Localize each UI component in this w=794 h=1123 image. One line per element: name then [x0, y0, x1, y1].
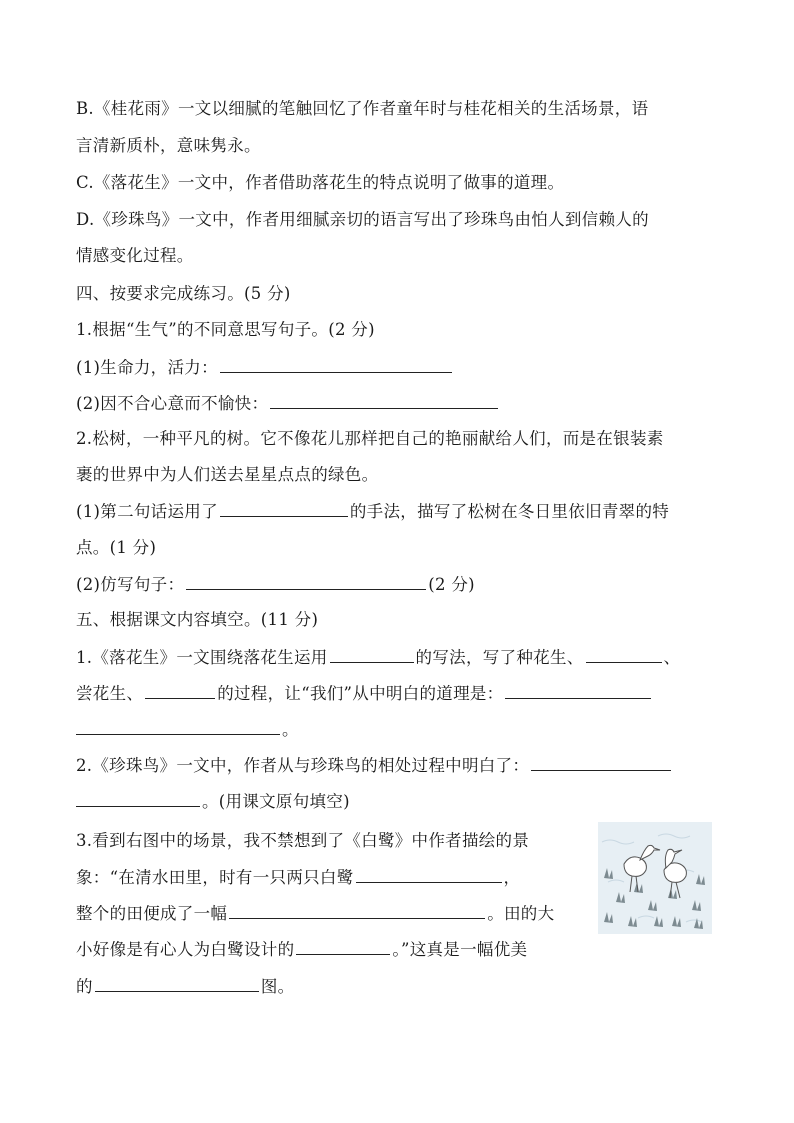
s5-q3-text-c: ，: [503, 868, 521, 887]
s4-q2-line1: 2.松树，一种平凡的树。它不像花儿那样把自己的艳丽献给人们，而是在银装素: [76, 429, 664, 448]
option-d-line2: 情感变化过程。: [76, 246, 194, 265]
section5-heading: 五、根据课文内容填空。(11 分): [76, 610, 319, 629]
egret-illustration: [598, 822, 712, 934]
answer-blank[interactable]: [505, 682, 651, 699]
s4-q2-line2: 裹的世界中为人们送去星星点点的绿色。: [76, 465, 379, 484]
s4-q2-a-post: 的手法，描写了松树在冬日里依旧青翠的特: [349, 502, 670, 521]
s5-q1-text-f: 。: [282, 720, 299, 739]
s4-q2-a-line2: 点。(1 分): [76, 538, 157, 557]
s4-q1-a: [76, 356, 454, 379]
s5-q3-text-d: 整个的田便成了一幅: [76, 904, 228, 923]
s4-q2-a: [76, 500, 669, 523]
s5-q1-line1: [76, 646, 680, 669]
s4-q1-b-label: (2)因不合心意而不愉快：: [76, 394, 269, 413]
answer-blank[interactable]: [586, 646, 662, 663]
s5-q3-text-h: 的: [76, 977, 93, 996]
answer-blank[interactable]: [220, 356, 452, 373]
s4-q1-b: [76, 392, 500, 415]
s5-q1-text-c: 、: [663, 648, 681, 667]
s4-q2-b-post: (2 分): [428, 575, 475, 594]
answer-blank[interactable]: [145, 682, 215, 699]
answer-blank[interactable]: [95, 975, 259, 992]
answer-blank[interactable]: [186, 573, 426, 590]
answer-blank[interactable]: [76, 718, 280, 735]
s5-q3-line2: [76, 866, 520, 889]
s5-q3-line1: 3.看到右图中的场景，我不禁想到了《白鹭》中作者描绘的景: [76, 831, 530, 850]
s5-q3-text-b: 象：“在清水田里，时有一只两只白鹭: [76, 868, 354, 887]
option-d-line1: D.《珍珠鸟》一文中，作者用细腻亲切的语言写出了珍珠鸟由怕人到信赖人的: [76, 210, 649, 229]
s4-q2-b: [76, 573, 475, 596]
s5-q1-line3: [76, 718, 299, 741]
answer-blank[interactable]: [270, 392, 498, 409]
s4-q2-b-pre: (2)仿写句子：: [76, 575, 185, 594]
option-b-line1: B.《桂花雨》一文以细腻的笔触回忆了作者童年时与桂花相关的生活场景，语: [76, 99, 649, 118]
answer-blank[interactable]: [531, 754, 671, 771]
s5-q3-line5: [76, 975, 294, 998]
s5-q1-text-e: 的过程，让“我们”从中明白的道理是：: [217, 684, 504, 703]
answer-blank[interactable]: [356, 866, 502, 883]
s5-q1-line2: [76, 682, 653, 705]
s5-q3-text-i: 图。: [260, 977, 295, 996]
answer-blank[interactable]: [296, 938, 390, 955]
s5-q1-text-d: 尝花生、: [76, 684, 144, 703]
section4-heading: 四、按要求完成练习。(5 分): [76, 284, 291, 303]
s5-q2-line1: [76, 754, 673, 777]
egret-paddy-image: [598, 822, 712, 934]
s4-q1-a-label: (1)生命力，活力：: [76, 358, 218, 377]
s5-q3-text-f: 小好像是有心人为白鹭设计的: [76, 940, 295, 959]
s5-q2-text-a: 2.《珍珠鸟》一文中，作者从与珍珠鸟的相处过程中明白了：: [76, 756, 530, 775]
answer-blank[interactable]: [220, 500, 348, 517]
s5-q1-text-a: 1.《落花生》一文围绕落花生运用: [76, 648, 328, 667]
option-b-line2: 言清新质朴，意味隽永。: [76, 136, 261, 155]
s5-q3-text-g: 。”这真是一幅优美: [392, 940, 528, 959]
s5-q3-line3: [76, 902, 554, 925]
s5-q2-line2: [76, 790, 350, 813]
s5-q2-text-b: 。(用课文原句填空): [202, 792, 350, 811]
answer-blank[interactable]: [76, 790, 200, 807]
s4-q2-a-pre: (1)第二句话运用了: [76, 502, 218, 521]
s5-q3-line4: [76, 938, 527, 961]
answer-blank[interactable]: [229, 902, 485, 919]
option-c: C.《落花生》一文中，作者借助落花生的特点说明了做事的道理。: [76, 173, 565, 192]
s5-q3-text-e: 。田的大: [487, 904, 555, 923]
s4-q1-prompt: 1.根据“生气”的不同意思写句子。(2 分): [76, 320, 375, 339]
answer-blank[interactable]: [330, 646, 414, 663]
s5-q1-text-b: 的写法，写了种花生、: [415, 648, 584, 667]
